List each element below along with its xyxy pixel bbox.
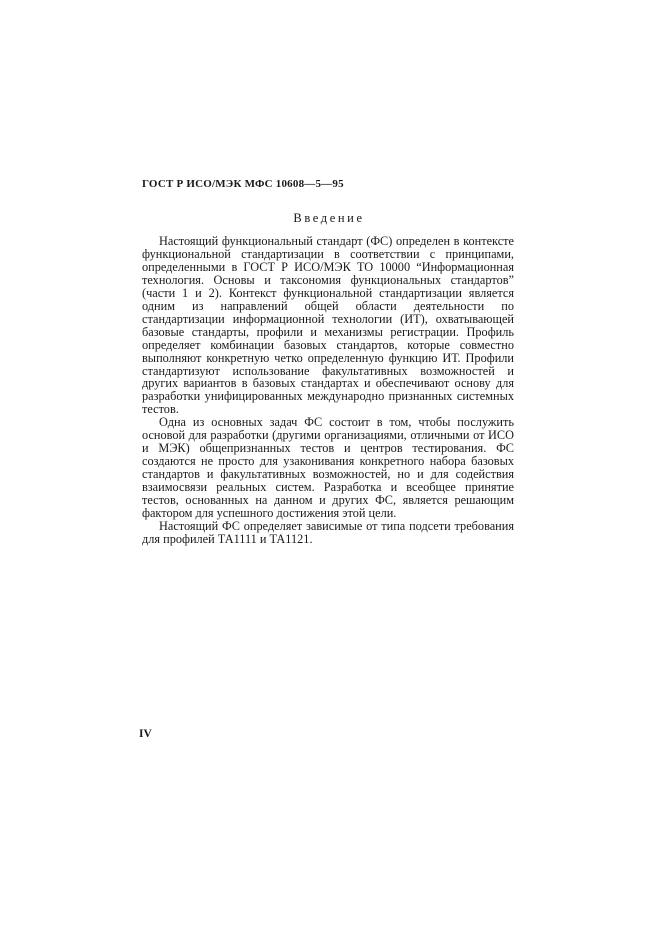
paragraph-scope: Настоящий ФС определяет зависимые от типа подсети требования для профилей ТА1111 и ТА1121. <box>142 518 514 546</box>
document-code-header: ГОСТ Р ИСО/МЭК МФС 10608—5—95 <box>142 178 344 190</box>
body-text <box>142 235 514 546</box>
paragraph-tasks: Одна из основных задач ФС состоит в том, чтобы послужить основой для разработки (другими организациями, отличными от ИСО и МЭК) общепризнанных тестов и центров тестирования. ФС создаются не просто для узаконивания конкретного набора базовых стандартов и факультативных возможностей, но и для содействия взаимосвязи реальных систем. Разработка и всеобщее принятие тестов, основанных на данном и других ФС, является решающим фактором для успешного достижения этой цели. <box>142 415 514 521</box>
paragraph-intro: Настоящий функциональный стандарт (ФС) определен в контексте функциональной стандартизации в соответствии с принципами, определенными в ГОСТ Р ИСО/МЭК ТО 10000 “Информационная технология. Основы и таксономия функциональных стандартов” (части 1 и 2). Контекст функциональной стандартизации является одним из направлений общей области деятельности по стандартизации информационной технологии (ИТ), охватывающей базовые стандарты, профили и механизмы регистрации. Профиль определяет комбинации базовых стандартов, которые совместно выполняют конкретную четко определенную функцию ИТ. Профили стандартизуют использование факультативных возможностей и других вариантов в базовых стандартах и обеспечивают основу для разработки унифицированных международно признанных системных тестов. <box>142 234 514 417</box>
section-title: Введение <box>293 211 365 225</box>
page-number: IV <box>139 728 152 740</box>
